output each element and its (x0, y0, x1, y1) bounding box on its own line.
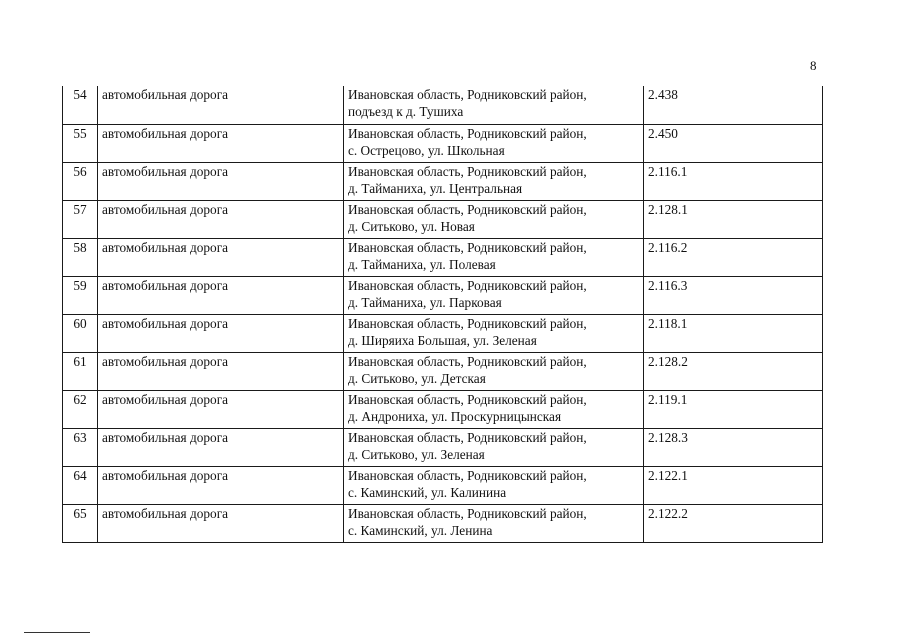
identifier-code-cell: 2.128.2 (644, 352, 823, 390)
address-cell (344, 124, 644, 162)
identifier-code-cell: 2.116.2 (644, 238, 823, 276)
address-line-1: Ивановская область, Родниковский район, (348, 125, 587, 141)
address-cell (344, 390, 644, 428)
table-row (63, 466, 823, 504)
row-number-cell: 56 (63, 162, 98, 200)
address-line-1: Ивановская область, Родниковский район, (348, 467, 587, 483)
address-cell (344, 162, 644, 200)
address-cell (344, 428, 644, 466)
address-line-1: Ивановская область, Родниковский район, (348, 277, 587, 293)
table-row (63, 200, 823, 238)
row-number-cell: 61 (63, 352, 98, 390)
identifier-code-cell: 2.116.3 (644, 276, 823, 314)
identifier-code-cell: 2.438 (644, 86, 823, 124)
table-row (63, 238, 823, 276)
address-line-1: Ивановская область, Родниковский район, (348, 505, 587, 521)
address-line-1: Ивановская область, Родниковский район, (348, 163, 587, 179)
address-cell (344, 314, 644, 352)
object-name-cell: автомобильная дорога (98, 238, 344, 276)
registry-table-body (63, 86, 823, 542)
object-name-cell: автомобильная дорога (98, 504, 344, 542)
address-line-2: с. Каминский, ул. Калинина (348, 484, 507, 500)
footer-rule (24, 632, 90, 633)
identifier-code-cell: 2.118.1 (644, 314, 823, 352)
address-line-1: Ивановская область, Родниковский район, (348, 315, 587, 331)
object-name-cell: автомобильная дорога (98, 162, 344, 200)
address-line-2: д. Тайманиха, ул. Парковая (348, 294, 502, 310)
address-line-2: подъезд к д. Тушиха (348, 104, 464, 119)
road-registry-table (62, 86, 823, 543)
identifier-code-cell: 2.116.1 (644, 162, 823, 200)
row-number-cell: 59 (63, 276, 98, 314)
address-cell (344, 466, 644, 504)
object-name-cell: автомобильная дорога (98, 466, 344, 504)
table-row (63, 352, 823, 390)
table-row (63, 314, 823, 352)
table-row (63, 428, 823, 466)
object-name-cell: автомобильная дорога (98, 352, 344, 390)
row-number-cell: 63 (63, 428, 98, 466)
object-name-cell: автомобильная дорога (98, 124, 344, 162)
address-line-2: д. Андрониха, ул. Проскурницынская (348, 408, 562, 424)
identifier-code-cell: 2.119.1 (644, 390, 823, 428)
identifier-code-cell: 2.122.1 (644, 466, 823, 504)
address-line-2: с. Каминский, ул. Ленина (348, 522, 493, 538)
row-number-cell: 58 (63, 238, 98, 276)
address-cell (344, 276, 644, 314)
row-number-cell: 64 (63, 466, 98, 504)
address-line-1: Ивановская область, Родниковский район, (348, 391, 587, 407)
identifier-code-cell: 2.450 (644, 124, 823, 162)
address-line-1: Ивановская область, Родниковский район, (348, 87, 587, 102)
address-line-2: д. Ширяиха Большая, ул. Зеленая (348, 332, 537, 348)
row-number-cell: 60 (63, 314, 98, 352)
address-cell (344, 352, 644, 390)
row-number-cell: 62 (63, 390, 98, 428)
table-row (63, 124, 823, 162)
identifier-code-cell: 2.122.2 (644, 504, 823, 542)
address-line-1: Ивановская область, Родниковский район, (348, 353, 587, 369)
table-row (63, 390, 823, 428)
table-row (63, 504, 823, 542)
address-line-2: с. Острецово, ул. Школьная (348, 142, 505, 158)
address-line-1: Ивановская область, Родниковский район, (348, 201, 587, 217)
object-name-cell: автомобильная дорога (98, 314, 344, 352)
address-line-1: Ивановская область, Родниковский район, (348, 429, 587, 445)
identifier-code-cell: 2.128.3 (644, 428, 823, 466)
object-name-cell: автомобильная дорога (98, 200, 344, 238)
object-name-cell: автомобильная дорога (98, 276, 344, 314)
address-cell (344, 504, 644, 542)
object-name-cell: автомобильная дорога (98, 86, 344, 124)
address-line-2: д. Ситьково, ул. Детская (348, 370, 486, 386)
row-number-cell: 55 (63, 124, 98, 162)
identifier-code-cell: 2.128.1 (644, 200, 823, 238)
table-row (63, 86, 823, 124)
object-name-cell: автомобильная дорога (98, 428, 344, 466)
row-number-cell: 54 (63, 86, 98, 124)
row-number-cell: 65 (63, 504, 98, 542)
address-line-1: Ивановская область, Родниковский район, (348, 239, 587, 255)
address-line-2: д. Тайманиха, ул. Центральная (348, 180, 523, 196)
address-line-2: д. Тайманиха, ул. Полевая (348, 256, 496, 272)
address-line-2: д. Ситьково, ул. Зеленая (348, 446, 485, 462)
table-row (63, 162, 823, 200)
address-line-2: д. Ситьково, ул. Новая (348, 218, 475, 234)
address-cell (344, 238, 644, 276)
page-number: 8 (810, 58, 817, 73)
object-name-cell: автомобильная дорога (98, 390, 344, 428)
table-row (63, 276, 823, 314)
address-cell (344, 86, 644, 124)
row-number-cell: 57 (63, 200, 98, 238)
address-cell (344, 200, 644, 238)
